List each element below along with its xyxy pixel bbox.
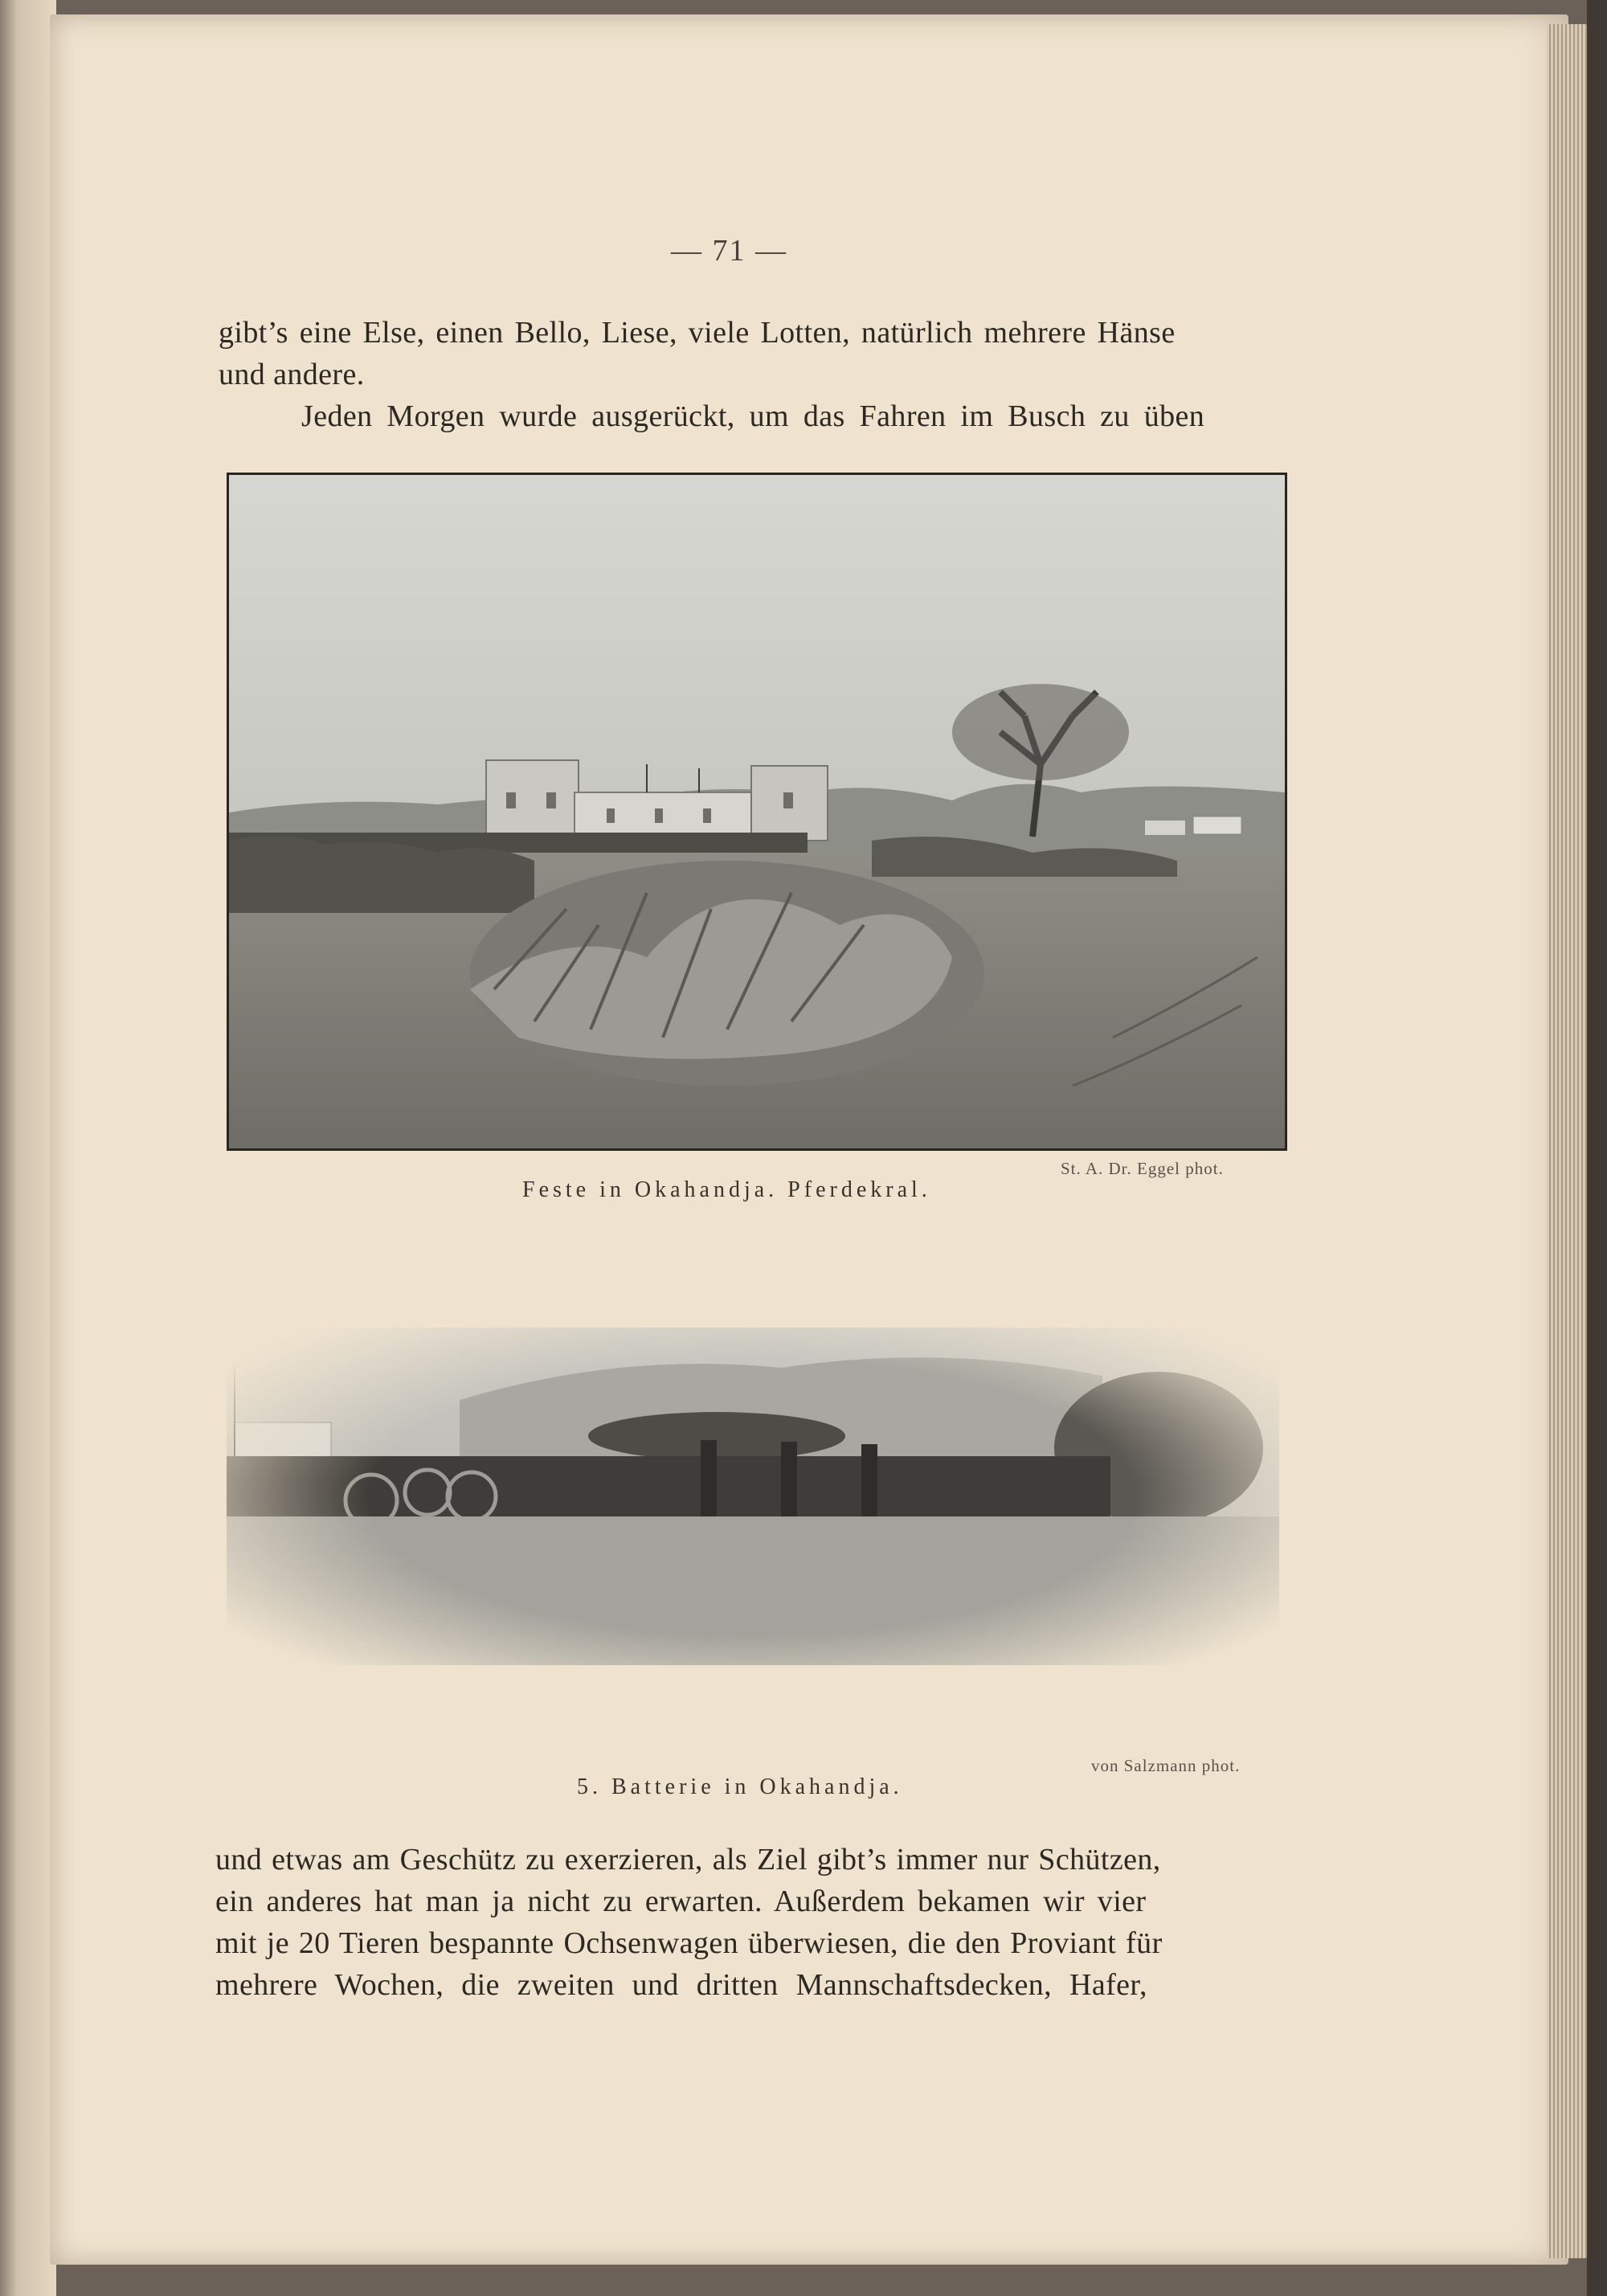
page-number: — 71 — xyxy=(671,234,787,268)
figure-caption: 5. Batterie in Okahandja. xyxy=(577,1774,903,1799)
photo-credit: St. A. Dr. Eggel phot. xyxy=(1061,1159,1224,1178)
book-cover-edge xyxy=(1587,0,1607,2296)
photo-credit: von Salzmann phot. xyxy=(1091,1756,1241,1775)
page-stack-edge xyxy=(1547,24,1587,2258)
body-text-line: ein anderes hat man ja nicht zu erwarten. Außerdem bekamen wir vier xyxy=(215,1885,1147,1918)
photo-fort-okahandja xyxy=(227,473,1287,1151)
photo-battery-okahandja xyxy=(219,1304,1286,1689)
previous-page-edge xyxy=(0,0,56,2296)
body-text-line: mehrere Wochen, die zweiten und dritten Mannschaftsdecken, Hafer, xyxy=(215,1968,1147,2002)
body-text-line: Jeden Morgen wurde ausgerückt, um das Fahren im Busch zu üben xyxy=(301,399,1205,433)
body-text-line: mit je 20 Tieren bespannte Ochsenwagen überwiesen, die den Proviant für xyxy=(215,1926,1163,1960)
figure-caption: Feste in Okahandja. Pferdekral. xyxy=(522,1177,931,1202)
body-text-line: und etwas am Geschütz zu exerzieren, als Ziel gibt’s immer nur Schützen, xyxy=(215,1843,1161,1876)
body-text-line: gibt’s eine Else, einen Bello, Liese, viele Lotten, natürlich mehrere Hänse xyxy=(219,316,1176,350)
body-text-line: und andere. xyxy=(219,358,365,391)
